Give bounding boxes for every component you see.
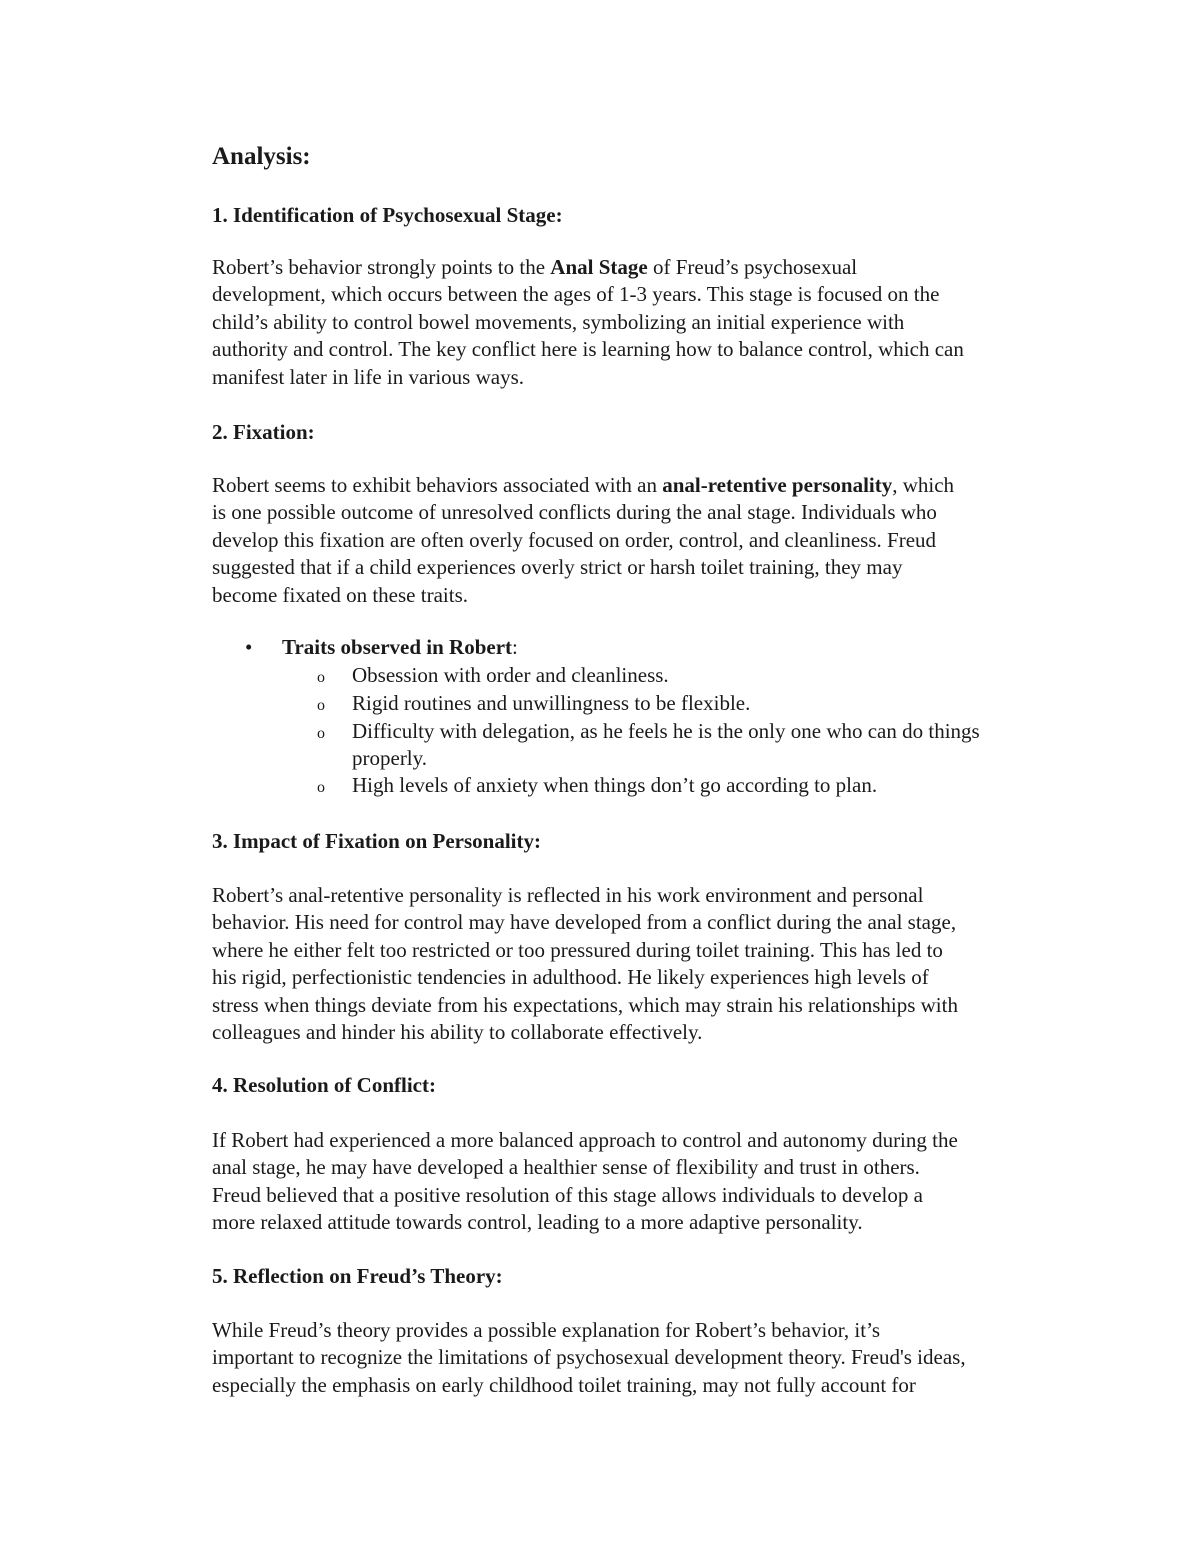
list-item <box>212 772 1072 800</box>
paragraph-line: colleagues and hinder his ability to collaborate effectively. <box>212 1020 703 1045</box>
list-item <box>212 690 1072 718</box>
paragraph-line: Robert seems to exhibit behaviors associated with an anal-retentive personality, which <box>212 473 955 497</box>
paragraph-line: If Robert had experienced a more balanced approach to control and autonomy during the <box>212 1128 958 1152</box>
paragraph-line: development, which occurs between the ages of 1-3 years. This stage is focused on the <box>212 282 940 307</box>
paragraph-line: is one possible outcome of unresolved conflicts during the anal stage. Individuals who <box>212 500 937 525</box>
paragraph-line: where he either felt too restricted or too pressured during toilet training. This has led to <box>212 937 943 962</box>
bullet-icon: • <box>245 635 253 659</box>
paragraph-line: more relaxed attitude towards control, leading to a more adaptive personality. <box>212 1210 863 1235</box>
section-4-paragraph <box>212 1127 1072 1237</box>
traits-bullet-suffix: : <box>512 635 518 659</box>
circle-bullet-icon: o <box>317 669 325 686</box>
paragraph-line: Robert’s behavior strongly points to the Anal Stage of Freud’s psychosexual <box>212 255 858 279</box>
section-2-heading: 2. Fixation: <box>212 420 315 444</box>
paragraph-line: Freud believed that a positive resolution of this stage allows individuals to develop a <box>212 1182 923 1207</box>
paragraph-line: develop this fixation are often overly focused on order, control, and cleanliness. Freud <box>212 527 937 552</box>
paragraph-line: child’s ability to control bowel movements, symbolizing an initial experience with <box>212 309 905 334</box>
section-5-heading: 5. Reflection on Freud’s Theory: <box>212 1264 503 1288</box>
list-item-text: Difficulty with delegation, as he feels he is the only one who can do things <box>352 719 980 743</box>
paragraph-line: anal stage, he may have developed a healthier sense of flexibility and trust in others. <box>212 1155 920 1180</box>
list-item <box>212 662 1072 690</box>
traits-bullet <box>212 634 1072 662</box>
section-3-paragraph <box>212 882 1072 1046</box>
page-title: Analysis: <box>212 143 311 170</box>
section-1-paragraph <box>212 254 1072 391</box>
section-4-heading: 4. Resolution of Conflict: <box>212 1073 436 1097</box>
list-item <box>212 718 1072 774</box>
paragraph-line: behavior. His need for control may have developed from a conflict during the anal stage, <box>212 910 957 935</box>
circle-bullet-icon: o <box>317 725 325 742</box>
section-1-heading: 1. Identification of Psychosexual Stage: <box>212 203 563 227</box>
paragraph-line: suggested that if a child experiences overly strict or harsh toilet training, they may <box>212 555 903 580</box>
list-item-text: Obsession with order and cleanliness. <box>352 663 669 687</box>
paragraph-line: become fixated on these traits. <box>212 582 468 607</box>
paragraph-line: especially the emphasis on early childhood toilet training, may not fully account for <box>212 1372 916 1397</box>
paragraph-line: important to recognize the limitations of psychosexual development theory. Freud's ideas, <box>212 1345 966 1370</box>
paragraph-line: manifest later in life in various ways. <box>212 364 524 389</box>
paragraph-line: stress when things deviate from his expectations, which may strain his relationships with <box>212 992 958 1017</box>
traits-bullet-label: Traits observed in Robert <box>282 635 513 659</box>
paragraph-line: Robert’s anal-retentive personality is reflected in his work environment and personal <box>212 883 924 907</box>
paragraph-line: authority and control. The key conflict here is learning how to balance control, which can <box>212 337 964 362</box>
section-3-heading: 3. Impact of Fixation on Personality: <box>212 829 541 853</box>
circle-bullet-icon: o <box>317 697 325 714</box>
circle-bullet-icon: o <box>317 779 325 796</box>
section-2-paragraph <box>212 472 1072 609</box>
list-item-text: properly. <box>352 746 428 771</box>
list-item-text: Rigid routines and unwillingness to be flexible. <box>352 691 751 715</box>
section-5-paragraph <box>212 1317 1072 1399</box>
paragraph-line: his rigid, perfectionistic tendencies in adulthood. He likely experiences high levels of <box>212 965 929 990</box>
list-item-text: High levels of anxiety when things don’t go according to plan. <box>352 773 878 797</box>
paragraph-line: While Freud’s theory provides a possible explanation for Robert’s behavior, it’s <box>212 1318 881 1342</box>
